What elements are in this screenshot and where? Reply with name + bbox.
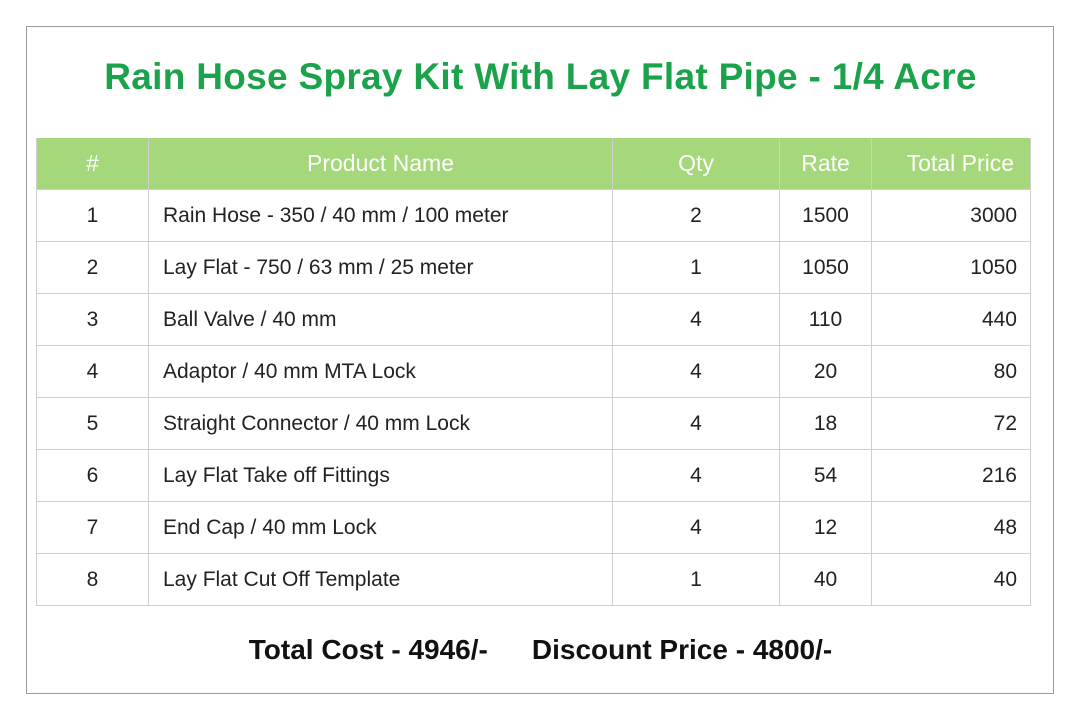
qty-value: 1: [613, 554, 780, 606]
row-number: 2: [37, 242, 149, 294]
product-name: Straight Connector / 40 mm Lock: [149, 398, 613, 450]
header-product-name: Product Name: [149, 138, 613, 190]
rate-value: 110: [780, 294, 872, 346]
table-header-row: [37, 138, 1031, 190]
price-summary: [0, 634, 1081, 666]
qty-value: 1: [613, 242, 780, 294]
table-row: [37, 190, 1031, 242]
discount-price: Discount Price - 4800/-: [531, 634, 833, 665]
row-number: 5: [37, 398, 149, 450]
table-row: [37, 554, 1031, 606]
rate-value: 54: [780, 450, 872, 502]
total-price-value: 3000: [872, 190, 1031, 242]
header-total-price: Total Price: [872, 138, 1031, 190]
table-row: [37, 450, 1031, 502]
rate-value: 1500: [780, 190, 872, 242]
product-name: Rain Hose - 350 / 40 mm / 100 meter: [149, 190, 613, 242]
table-row: [37, 398, 1031, 450]
product-name: Adaptor / 40 mm MTA Lock: [149, 346, 613, 398]
row-number: 3: [37, 294, 149, 346]
product-name: End Cap / 40 mm Lock: [149, 502, 613, 554]
rate-value: 20: [780, 346, 872, 398]
row-number: 8: [37, 554, 149, 606]
total-price-value: 80: [872, 346, 1031, 398]
total-price-value: 48: [872, 502, 1031, 554]
qty-value: 4: [613, 398, 780, 450]
row-number: 4: [37, 346, 149, 398]
total-price-value: 40: [872, 554, 1031, 606]
total-price-value: 72: [872, 398, 1031, 450]
table-row: [37, 502, 1031, 554]
page-title: Rain Hose Spray Kit With Lay Flat Pipe - 1/4 Acre: [104, 56, 977, 97]
qty-value: 4: [613, 502, 780, 554]
table-row: [37, 294, 1031, 346]
row-number: 7: [37, 502, 149, 554]
rate-value: 18: [780, 398, 872, 450]
product-table: [36, 138, 1031, 606]
total-price-value: 440: [872, 294, 1031, 346]
rate-value: 12: [780, 502, 872, 554]
header-number: #: [37, 138, 149, 190]
table-row: [37, 242, 1031, 294]
product-name: Lay Flat Cut Off Template: [149, 554, 613, 606]
total-price-value: 1050: [872, 242, 1031, 294]
table-row: [37, 346, 1031, 398]
total-cost: Total Cost - 4946/-: [248, 634, 488, 665]
product-name: Ball Valve / 40 mm: [149, 294, 613, 346]
row-number: 1: [37, 190, 149, 242]
qty-value: 4: [613, 450, 780, 502]
rate-value: 1050: [780, 242, 872, 294]
product-name: Lay Flat Take off Fittings: [149, 450, 613, 502]
qty-value: 4: [613, 294, 780, 346]
qty-value: 2: [613, 190, 780, 242]
row-number: 6: [37, 450, 149, 502]
total-price-value: 216: [872, 450, 1031, 502]
header-rate: Rate: [780, 138, 872, 190]
qty-value: 4: [613, 346, 780, 398]
product-name: Lay Flat - 750 / 63 mm / 25 meter: [149, 242, 613, 294]
rate-value: 40: [780, 554, 872, 606]
header-qty: Qty: [613, 138, 780, 190]
